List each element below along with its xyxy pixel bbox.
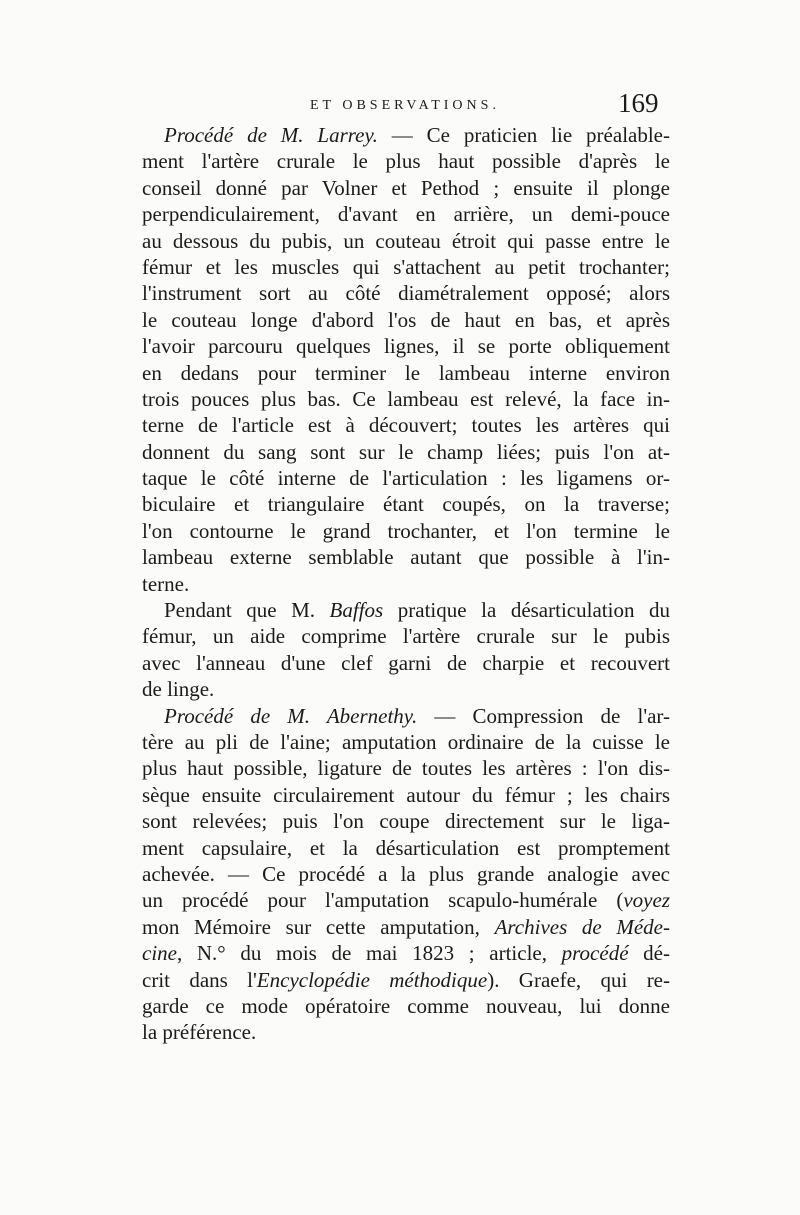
text-run: perpendiculairement, d'avant en arrière, un demi-pouce [142,202,670,227]
text-line [142,360,670,386]
text-line [142,940,670,966]
text-line [142,808,670,834]
text-line [142,201,670,227]
text-run: dé- [628,941,670,966]
text-line [142,571,670,597]
text-line [142,175,670,201]
text-run: l'avoir parcouru quelques lignes, il se porte obliquement [142,334,670,359]
text-line [142,228,670,254]
text-line [142,993,670,1019]
text-run: un procédé pour l'amputation scapulo-humérale ( [142,888,624,913]
text-run: Pendant que M. [164,598,330,623]
text-run: tère au pli de l'aine; amputation ordinaire de la cuisse le [142,729,670,754]
text-run: crit dans l' [142,967,257,992]
text-run: en dedans pour terminer le lambeau interne environ [142,360,670,385]
text-line [142,544,670,570]
italic-text: procédé [561,941,629,966]
page-number: 169 [618,88,659,118]
running-title: ET OBSERVATIONS. [310,98,500,113]
text-run: sèque ensuite circulairement autour du fémur ; les chairs [142,782,670,807]
text-run: garde ce mode opératoire comme nouveau, lui donne [142,993,670,1018]
italic-text: Procédé de M. Abernethy. [164,703,418,728]
text-line [142,491,670,517]
body-text [142,122,670,1046]
text-run: l'instrument sort au côté diamétralement opposé; alors [142,281,670,306]
text-line [142,307,670,333]
text-run: de linge. [142,677,215,702]
text-run: — Ce praticien lie préalable- [377,123,670,147]
text-run: le couteau longe d'abord l'os de haut en bas, et après [142,307,670,332]
text-line [142,623,670,649]
text-run: conseil donné par Volner et Pethod ; ensuite il plonge [142,175,670,200]
text-run: ment capsulaire, et la désarticulation est promptement [142,835,670,860]
text-line [142,254,670,280]
text-run: achevée. — Ce procédé a la plus grande analogie avec [142,861,670,886]
text-line [142,148,670,174]
text-run: l'on contourne le grand trochanter, et l'on termine le [142,518,670,543]
text-line [142,465,670,491]
italic-text: Procédé de M. Larrey. [164,123,378,147]
text-line [142,914,670,940]
text-line [142,386,670,412]
text-run: fémur, un aide comprime l'artère crurale sur le pubis [142,624,670,649]
text-line [142,1019,670,1045]
text-line [142,597,670,623]
italic-text: Baffos [329,598,384,623]
text-run: fémur et les muscles qui s'attachent au petit trochanter; [142,254,670,279]
text-line [142,703,670,729]
italic-text: cine [142,941,177,966]
text-line [142,782,670,808]
text-line [142,729,670,755]
text-line [142,122,670,148]
text-line [142,835,670,861]
text-line [142,887,670,913]
text-run: terne de l'article est à découvert; toutes les artères qui [142,413,670,438]
text-line [142,755,670,781]
text-run: biculaire et triangulaire étant coupés, on la traverse; [142,492,670,517]
text-run: au dessous du pubis, un couteau étroit qui passe entre le [142,228,670,253]
italic-text: Archives de Méde- [494,914,670,939]
text-run: mon Mémoire sur cette amputation, [142,914,495,939]
text-line [142,518,670,544]
running-head [0,88,800,122]
text-run: pratique la désarticulation du [383,598,670,623]
text-run: sont relevées; puis l'on coupe directement sur le liga- [142,809,670,834]
text-run: la préférence. [142,1020,257,1045]
text-line [142,967,670,993]
italic-text: voyez [623,888,670,913]
text-run: trois pouces plus bas. Ce lambeau est relevé, la face in- [142,386,670,411]
text-run: lambeau externe semblable autant que possible à l'in- [142,545,670,570]
text-run: , N.° du mois de mai 1823 ; article, [176,941,562,966]
text-line [142,333,670,359]
text-run: terne. [142,571,190,596]
text-line [142,412,670,438]
text-line [142,650,670,676]
italic-text: Encyclopédie méthodique [256,967,488,992]
text-run: taque le côté interne de l'articulation : les ligamens or- [142,466,670,491]
text-run: avec l'anneau d'une clef garni de charpie et recouvert [142,650,670,675]
text-line [142,280,670,306]
text-line [142,861,670,887]
text-run: ment l'artère crurale le plus haut possible d'après le [142,149,670,174]
text-run: — Compression de l'ar- [417,703,670,728]
text-line [142,676,670,702]
text-run: plus haut possible, ligature de toutes les artères : l'on dis- [142,756,670,781]
text-run: donnent du sang sont sur le champ liées; puis l'on at- [142,439,670,464]
text-line [142,439,670,465]
text-run: ). Graefe, qui re- [487,967,670,992]
